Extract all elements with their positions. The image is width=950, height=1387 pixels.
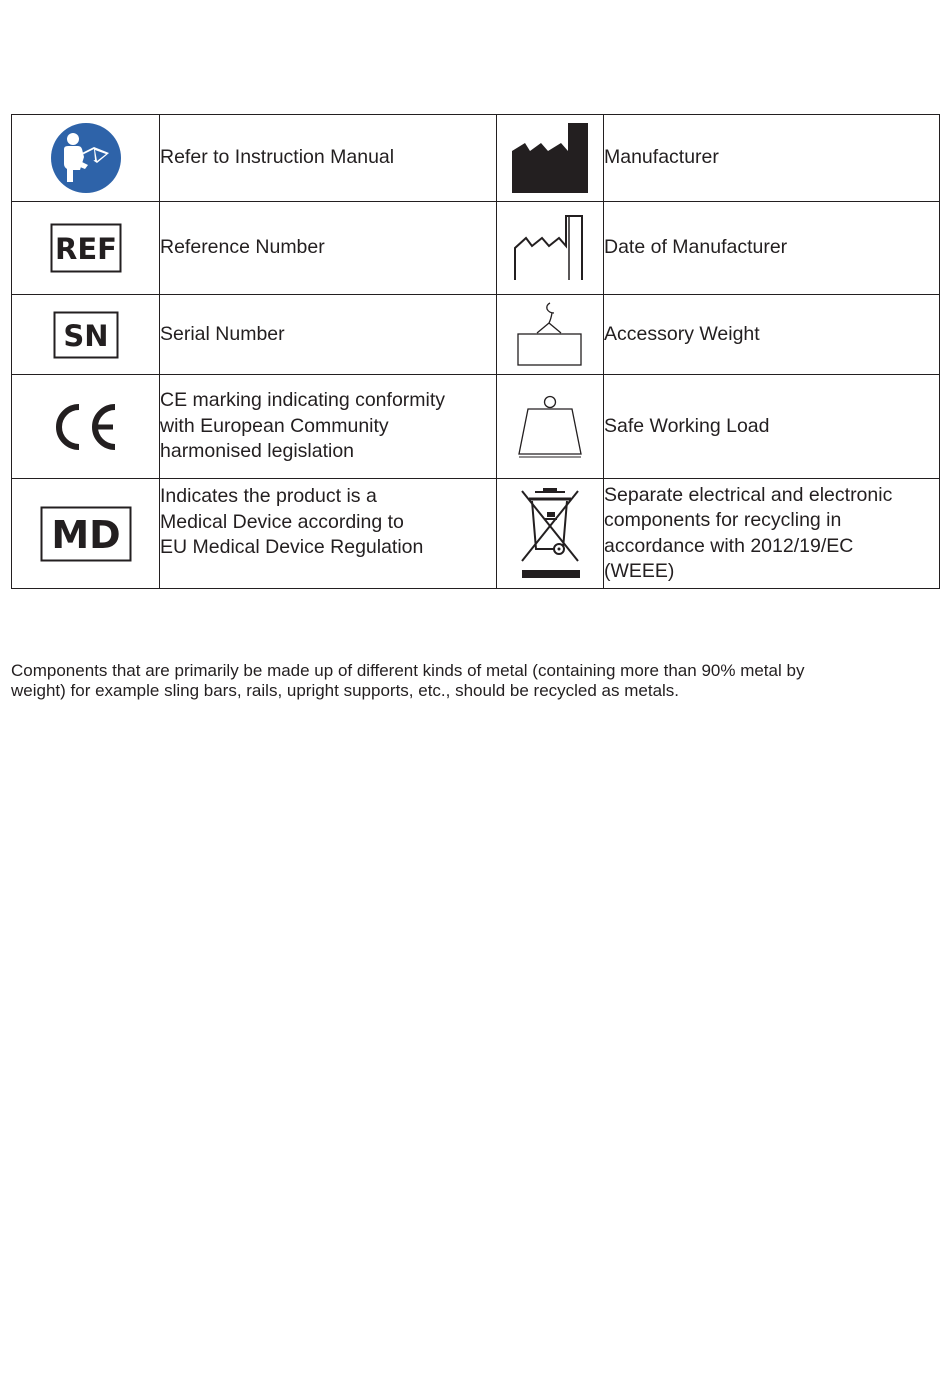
text-line: EU Medical Device Regulation (160, 536, 424, 558)
svg-text:MD: MD (50, 512, 121, 557)
text-line: (WEEE) (604, 560, 675, 582)
icon-cell (497, 202, 604, 295)
symbols-table (11, 114, 940, 589)
symbol-label-ce-marking (160, 375, 497, 479)
table-row (12, 479, 940, 589)
symbol-label-date-of-manufacture: Date of Manufacturer (604, 202, 940, 295)
hook-weight-icon (516, 301, 584, 369)
text-line: accordance with 2012/19/EC (604, 534, 854, 557)
ce-mark-icon (53, 403, 119, 451)
text-line: Indicates the product is a (160, 485, 377, 507)
icon-cell (12, 479, 160, 589)
svg-text:REF: REF (54, 232, 117, 266)
icon-cell (497, 479, 604, 589)
icon-cell (12, 295, 160, 375)
factory-outline-icon (512, 213, 588, 283)
note-line: Components that are primarily be made up of different kinds of metal (containing more than 90% metal by (11, 661, 805, 680)
symbol-label-accessory-weight: Accessory Weight (604, 295, 940, 375)
icon-cell (497, 115, 604, 202)
symbol-label-weee (604, 479, 940, 589)
crossed-bin-icon (517, 487, 583, 581)
symbol-label-instruction-manual: Refer to Instruction Manual (160, 115, 497, 202)
text-line: Separate electrical and electronic (604, 483, 893, 506)
table-row (12, 202, 940, 295)
icon-cell (12, 115, 160, 202)
icon-cell (12, 202, 160, 295)
text-line: CE marking indicating conformity (160, 389, 446, 412)
text-line: components for recycling in (604, 509, 842, 531)
svg-text:SN: SN (62, 318, 109, 353)
text-line: harmonised legislation (160, 440, 355, 463)
symbol-label-medical-device (160, 479, 497, 589)
sn-icon (53, 311, 119, 359)
weight-icon (516, 395, 584, 459)
icon-cell (12, 375, 160, 479)
ref-icon (50, 223, 122, 273)
table-row (12, 375, 940, 479)
table-row (12, 295, 940, 375)
factory-filled-icon (510, 121, 590, 195)
md-icon (40, 506, 132, 562)
symbol-label-safe-working-load: Safe Working Load (604, 375, 940, 479)
text-line: with European Community (160, 414, 389, 437)
recycling-note (11, 661, 941, 700)
read-manual-icon (51, 123, 121, 193)
text-line: Medical Device according to (160, 510, 404, 533)
table-row (12, 115, 940, 202)
symbol-label-manufacturer: Manufacturer (604, 115, 940, 202)
symbol-label-reference-number: Reference Number (160, 202, 497, 295)
symbol-label-serial-number: Serial Number (160, 295, 497, 375)
icon-cell (497, 295, 604, 375)
note-line: weight) for example sling bars, rails, upright supports, etc., should be recycled as metals. (11, 680, 680, 700)
icon-cell (497, 375, 604, 479)
